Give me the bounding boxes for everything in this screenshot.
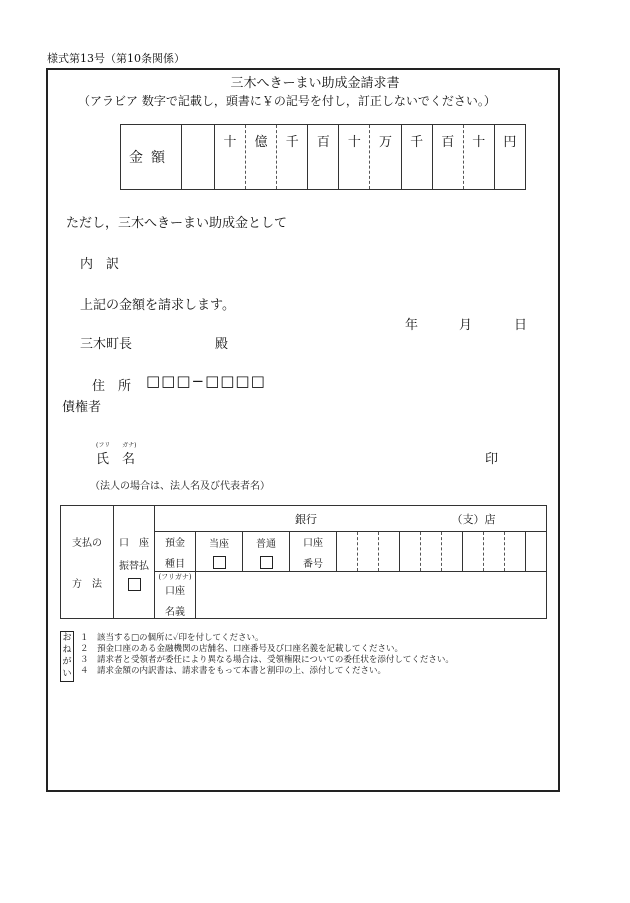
form-number: 様式第13号（第10条関係） [47,52,185,65]
ordinary-account-option[interactable]: 普通 [243,532,290,572]
account-digit-cell[interactable] [357,532,378,572]
request-text: 上記の金額を請求します。 [80,298,235,313]
form-title: 三木へきーまい助成金請求書 [230,76,400,91]
payment-method-table [60,505,547,619]
account-digit-cell[interactable] [337,532,358,572]
amount-unit[interactable]: 十 [215,125,246,190]
current-account-option[interactable]: 当座 [196,532,243,572]
amount-unit[interactable]: 十 [463,125,494,190]
amount-unit[interactable]: 億 [246,125,277,190]
ordinary-checkbox[interactable] [260,556,273,569]
notes-section [60,631,454,677]
name-ruby: (フリ ガナ) [96,442,137,449]
account-digit-cell[interactable] [420,532,441,572]
account-digit-cell[interactable] [378,532,399,572]
branch-label: （支）店 [451,512,496,526]
transfer-checkbox[interactable] [128,578,141,591]
name-label: 氏 名 [96,452,136,467]
date-year[interactable]: 年 [405,318,419,333]
account-digit-cell[interactable] [504,532,525,572]
amount-unit[interactable]: 千 [401,125,432,190]
account-transfer-cell: 口 座 振替払 [114,506,155,619]
amount-table [120,124,526,190]
purpose-text: ただし，三木へきーまい助成金として [66,216,288,231]
creditor-label: 債権者 [62,400,102,415]
amount-label: 金額 [121,125,182,190]
note-item: １ 該当する□の個所に✓印を付してください。 [80,633,264,643]
amount-unit[interactable]: 十 [339,125,370,190]
amount-unit[interactable]: 百 [432,125,463,190]
address-label: 住 所 [92,379,132,394]
date-month[interactable]: 月 [459,318,473,333]
breakdown-label: 内 訳 [80,257,120,272]
bank-label: 銀行 [295,512,317,526]
amount-unit[interactable]: 千 [277,125,308,190]
note-item: ２ 預金口座のある金融機関の店舗名、口座番号及び口座名義を記載してください。 [80,644,404,654]
amount-currency-cell[interactable] [182,125,215,190]
instruction-text: （アラビア 数字で記載し，頭書に￥の記号を付し，訂正しないでください。） [78,94,496,108]
account-holder-input[interactable] [196,572,547,619]
account-digit-cell[interactable] [441,532,462,572]
amount-unit[interactable]: 円 [494,125,525,190]
corporation-note: （法人の場合は、法人名及び代表者名） [90,481,270,492]
payment-method-label: 支払の 方 法 [61,506,114,619]
amount-unit[interactable]: 万 [370,125,401,190]
account-number-label: 口座 番号 [290,532,337,572]
deposit-type-label: 預金 種目 [155,532,196,572]
note-item: ４ 請求金額の内訳書は、請求書をもって本書と割印の上、添付してください。 [80,666,387,676]
bank-row[interactable] [155,506,547,532]
date-day[interactable]: 日 [514,318,528,333]
account-digit-cell[interactable] [462,532,483,572]
seal-mark: 印 [485,452,499,467]
mayor-label: 三木町長 [80,337,133,352]
amount-unit[interactable]: 百 [308,125,339,190]
current-checkbox[interactable] [213,556,226,569]
account-digit-cell[interactable] [399,532,420,572]
account-digit-cell[interactable] [483,532,504,572]
postal-code-boxes[interactable]: □□□−□□□□ [146,372,266,390]
honorific: 殿 [215,337,229,352]
note-item: ３ 請求者と受領者が委任により異なる場合は、受領権限についての委任状を添付してください。 [80,655,454,665]
notes-tag: お ね が い [60,631,74,682]
account-digit-cell[interactable] [525,532,546,572]
account-holder-label: (フリガナ) 口座 名義 [155,572,196,619]
